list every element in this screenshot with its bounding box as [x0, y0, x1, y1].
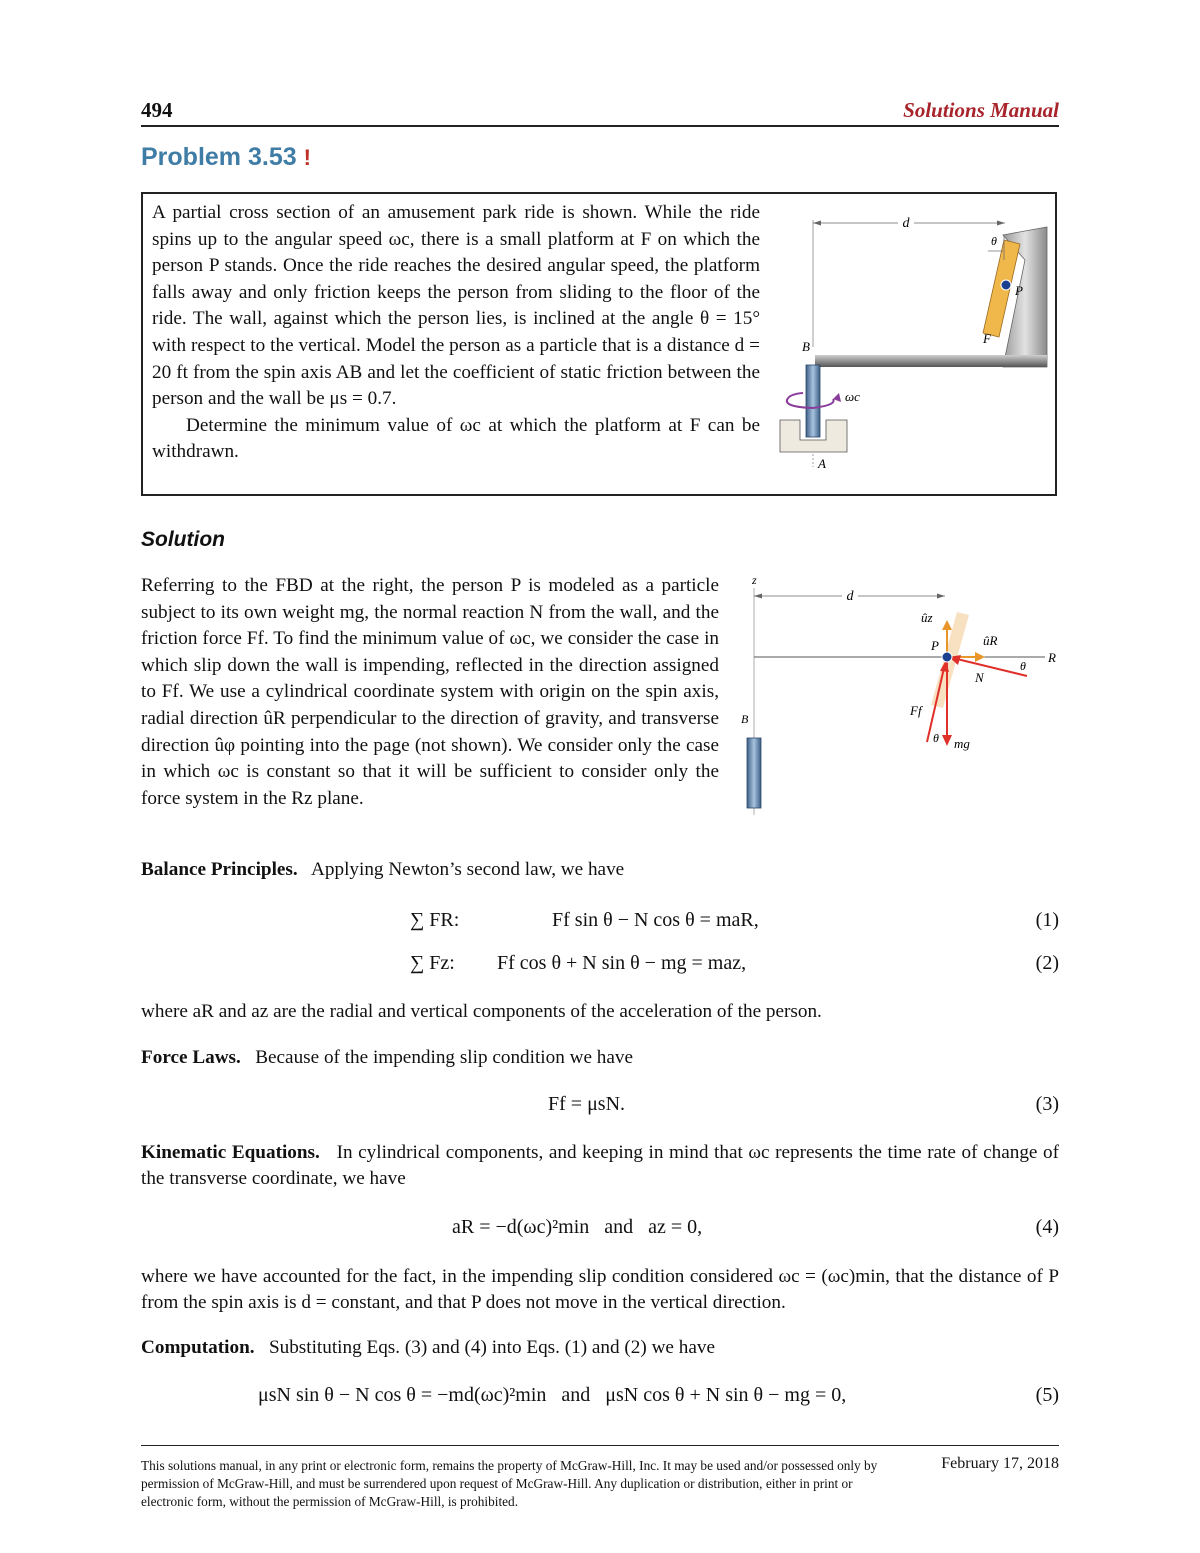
fbd-p-label: P — [931, 638, 939, 653]
force-laws-line — [141, 1045, 633, 1071]
problem-number: Problem 3.53 — [141, 143, 297, 171]
free-body-diagram — [735, 570, 1065, 825]
problem-statement — [152, 200, 760, 466]
fbd-d-arrow-right — [937, 594, 945, 599]
person-point — [1001, 280, 1011, 290]
ff-label: Ff — [910, 703, 922, 718]
fbd-theta-label-bottom: θ — [933, 731, 939, 745]
header-rule — [141, 125, 1059, 127]
eq2: Ff cos θ + N sin θ − mg = maz, — [497, 952, 747, 974]
computation-line — [141, 1335, 715, 1361]
d-label: d — [902, 216, 910, 231]
computation-heading: Computation. — [141, 1337, 255, 1358]
uz-label: ûz — [921, 610, 933, 625]
d-arrow-left — [813, 221, 821, 226]
kinematic-heading: Kinematic Equations. — [141, 1142, 320, 1163]
eq2-label: ∑ Fz: — [410, 952, 455, 974]
eq5-number: (5) — [1035, 1384, 1059, 1406]
fbd-d-arrow-left — [754, 594, 762, 599]
ur-arrowhead-icon — [975, 652, 985, 662]
fbd-particle-point — [942, 652, 952, 662]
kinematic-paragraph — [141, 1140, 1059, 1192]
eq1-number: (1) — [1035, 909, 1059, 931]
page-number: 494 — [141, 98, 173, 122]
b-label: B — [802, 339, 810, 354]
footer-rule — [141, 1445, 1059, 1446]
solution-intro — [141, 573, 719, 812]
r-axis-label: R — [1048, 650, 1056, 665]
force-laws-text: Because of the impending slip condition we have — [255, 1047, 634, 1068]
problem-question: Determine the minimum value of ωc at which the platform at F can be withdrawn. — [152, 414, 760, 463]
f-label: F — [983, 331, 991, 346]
n-label: N — [975, 670, 984, 685]
eq1: Ff sin θ − N cos θ = maR, — [552, 909, 759, 931]
p-label: P — [1015, 283, 1023, 298]
kinematic-text: In cylindrical components, and keeping in mind that ωc represents the time rate of change of the transverse coordinate, we have — [141, 1142, 1060, 1189]
eq5: μsN sin θ − N cos θ = −md(ωc)²min and μsN cos θ + N sin θ − mg = 0, — [258, 1384, 847, 1406]
fbd-b-label: B — [741, 712, 749, 726]
spin-shaft — [806, 365, 820, 437]
eq4: aR = −d(ωc)²min and az = 0, — [452, 1216, 703, 1238]
a-label: A — [818, 456, 826, 471]
theta-label: θ — [991, 234, 997, 248]
ur-label: ûR — [983, 633, 998, 648]
fbd-d-label: d — [846, 589, 854, 604]
mg-label: mg — [954, 736, 970, 751]
eq1-label: ∑ FR: — [410, 909, 460, 931]
normal-force-vector — [957, 659, 1027, 676]
footer-date: February 17, 2018 — [941, 1455, 1059, 1472]
eq2-number: (2) — [1035, 952, 1059, 974]
running-title: Solutions Manual — [903, 98, 1059, 122]
balance-principles-line — [141, 857, 624, 883]
d-arrow-right — [997, 221, 1005, 226]
kinematic-after-text: where we have accounted for the fact, in the impending slip condition considered ωc = (ωc)min, that the distance of P from the spin axis is d = constant, and that P does not move in the vertical direction. — [141, 1266, 1059, 1313]
problem-paragraph: A partial cross section of an amusement park ride is shown. While the ride spins up to the angular speed ωc, there is a small platform at F on which the person P stands. Once the ride reaches the desired angular speed, the platform falls away and only friction keeps the person from sliding to the floor of the ride. The wall, against which the person lies, is inclined at the angle θ = 15° with respect to the vertical. Model the person as a particle that is a distance d = 20 ft from the spin axis AB and let the coefficient of static friction between the person and the wall be μs = 0.7. — [152, 202, 760, 410]
balance-heading: Balance Principles. — [141, 859, 298, 880]
weight-arrowhead-icon — [942, 735, 952, 746]
solution-heading: Solution — [141, 528, 225, 551]
ride-cross-section-figure — [775, 205, 1055, 490]
eq3: Ff = μsN. — [548, 1093, 626, 1115]
balance-after-text: where aR and az are the radial and vertical components of the acceleration of the person. — [141, 1001, 822, 1022]
copyright-notice: This solutions manual, in any print or electronic form, remains the property of McGraw-Hill, Inc. It may be used and/or possessed only by permission of McGraw-Hill, and must be surrendered upon request of McGraw-Hill. Any duplication or distribution, either in print or electronic form, without the permission of McGraw-Hill, is prohibited. — [141, 1458, 878, 1509]
z-axis-label: z — [752, 573, 757, 587]
computation-text: Substituting Eqs. (3) and (4) into Eqs. (1) and (2) we have — [268, 1337, 715, 1358]
solution-intro-paragraph: Referring to the FBD at the right, the person P is modeled as a particle subject to its own weight mg, the normal reaction N from the wall, and the friction force Ff. To find the minimum value of ωc, we consider the case in which slip down the wall is impending, reflected in the direction assigned to Ff. We use a cylindrical coordinate system with origin on the spin axis, radial direction ûR perpendicular to the direction of gravity, and transverse direction ûφ pointing into the page (not shown). We consider only the case in which ωc is constant so that it will be sufficient to consider only the force system in the Rz plane. — [141, 575, 719, 809]
uz-arrowhead-icon — [942, 620, 952, 630]
fbd-shaft — [747, 738, 761, 808]
fbd-theta-label-right: θ — [1020, 659, 1026, 673]
omega-label: ωc — [845, 389, 860, 404]
ride-floor — [815, 355, 1047, 367]
force-laws-heading: Force Laws. — [141, 1047, 241, 1068]
problem-title — [141, 143, 311, 172]
eq4-number: (4) — [1035, 1216, 1059, 1238]
balance-text: Applying Newton’s second law, we have — [311, 859, 625, 880]
difficulty-icon: ! — [303, 145, 311, 170]
eq3-number: (3) — [1035, 1093, 1059, 1115]
